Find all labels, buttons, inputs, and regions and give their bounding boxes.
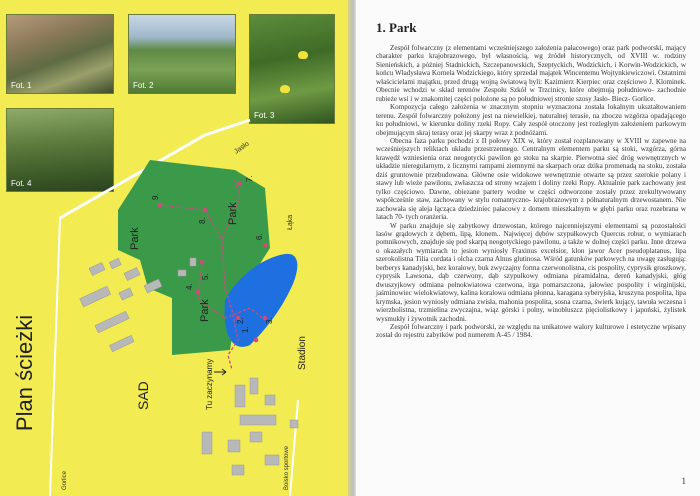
stop-label-9: 9. [151,193,160,200]
map-label-boisko: Boisko sportowe [284,445,290,490]
stop-point-9 [158,203,163,208]
stop-label-1: 1. [241,326,250,333]
stop-label-8: 8. [198,217,207,224]
map-title [2,250,48,496]
stop-point-4 [196,290,201,295]
section-body [376,44,686,340]
photo-caption: Fot. 1 [11,81,32,90]
photo-caption: Fot. 2 [133,81,154,90]
photo-caption: Fot. 3 [254,111,275,120]
road-boisko [290,400,298,496]
right-page [356,0,700,496]
stop-label-7: 7. [245,175,254,182]
stop-point-5 [200,260,205,265]
map-label-park-2: Park [227,202,239,225]
photo-caption: Fot. 4 [11,179,32,188]
stop-point-7 [238,182,243,187]
map-label-park-3: Park [199,299,211,322]
stop-label-6: 6. [255,233,264,240]
map-label-start: Tu zaczynamy [205,358,214,410]
map-title-text: Plan ścieżki [12,314,37,432]
stop-label-2: 2. [236,317,245,324]
paragraph: Obecna faza parku pochodzi z II połowy XIX w, który został rozplanowany w XVIII w zapewne na wcześniejszych reliktach układu przestrzennego. Centralnym elementem parku są stoki, wzgórza, górna krawędź wzniesienia oraz neogotycki pawilon go stoku na skarpie. Pierwotna sieć dróg wewnętrznych w układzie nieregularnym, z licznymi rampami ziemnymi na skarpach oraz dzika promenadą na stoku, została dziś gruntownie przebudowana. Główne osie widokowe wewnętrznie otwarte są przez szerokie polany i stawy lub wieże pawilonu, zwłaszcza od strony wzajem i doliny rzeki Ropy. Aktualnie park zachowany jest tylko częściowo. Dawne, obiezane partery wodne w części odtworzone zostały przez zrekultywowany współcześnie staw, zachowany w stylu romantyczno- krajobrazowym z półnaturalnym drzewostanem. Nie zachowała się aleja łącząca dziedziniec pałacowy z domem mieszkalnym w głębi parku oraz rozebrana w latach 70- tych oranżeria. [376,136,686,222]
map-label-gorlice: Gorlice [62,470,68,490]
stop-label-5: 5. [201,273,210,280]
paragraph: Zespół folwarczny (z elementami wcześniejszego założenia pałacowego) oraz park podworski, mający charakter parku krajobrazowego, był własnością, wg źródeł historycznych, od XVIII w. rodziny Sienieńskich, a później Stadnickich, Szczepanowskich, Szeptyckich, Wodzickich, i Korwin-Wodzickich, w końcu Władysława Kornela Wodzickiego, który sprzedał majątek Wincentemu Wojtynkiewiczowi. Ostatnimi właścicielami majątku, przed drugą wojną światową byli: Kazimierz Kierpiec oraz częściowo J. Klominek. Obecnie wchodzi w skład terenów Zespołu Szkół w Trzcinicy, które obejmują południowo- zachodnie rubieże wsi i w znakomitej części położone są po południowej stronie szosy Jasło- Biecz- Gorlice. [376,44,686,103]
page-number: 1 [681,476,686,486]
stop-label-4: 4. [185,283,194,290]
paragraph: Zespół folwarczny i park podworski, ze względu na unikatowe walory kulturowe i estetyczne wpisany został do rejestru zabytków pod numerem A-45 / 1984. [376,322,686,340]
stop-point-8 [203,208,208,213]
map-label-sad: SAD [135,381,151,410]
road-gorlice [50,218,60,496]
map-label-stadion: Stadion [297,336,308,370]
map-label-jaslo: Jasło [233,140,251,156]
paragraph: W parku znajduje się zabytkowy drzewostan, którego najcenniejszymi elementami są pozostałości lasów grądowych z dębem, lipą, klonem.. Najwięcej dębów szypułkowych Quercus robur, o wymiarach pomnikowych, znajduje się pod skarpą neogotyckiego pawilonu, a także w dolnej części parku. Inne drzewa o okazałych wymiarach to jesion wyniosły Fraxinus excelsior, klon jawor Acer pseudoplatanus, lipa szerokolistna Tilia cordata i olcha czarna Alnus glutinosa. Wśród gatunków parkowych na uwagę zasługują: berberys kanadyjski, bez koralowy, buk zwyczajny forma czerwonolistna, cis pospolity, cyprysik groszkowy, cyprysik Lawsona, dąb czerwony, dąb szypułkowy odmiana piramidalna, dereń kanadyjski, głóg dwuszyjkowy odmiana pełnokwiatowa czerwona, irga pomarszczona, jałowiec pospolity i wirginijski, jaśminowiec wielokwiatowy, kalina koralowa odmiana płonna, karagana syberyjska, kruszyna pospolita, lipa krymska, jesion wyniosły odmiana zwisła, mahonia pospolita, sosna czarna, świerk kujący, tawuła wczesna i wierzbolistna, trzmielina zwyczajna, wiąz górski i polny, winobluszcz pięciolistkowy i japoński, żylistek wysmukły i żywotnik zachodni. [376,221,686,323]
map-label-laka: Łąka [287,214,294,230]
stop-point-1 [254,338,259,343]
stop-label-3: 3. [265,317,274,324]
section-heading: 1. Park [376,20,417,35]
paragraph: Kompozycja całego założenia w znacznym stopniu wyznaczona została lokalnym ukształtowaniem terenu. Zespół folwarczny położony jest na niewielkiej, naturalnej terasie, na zboczu wzgórza opadającego ku południowi, w kierunku doliny rzeki Ropy. Cały zespół otoczony jest rozległym założeniem parkowym obejmującym skraj terasy oraz jej skarpy wraz z podnóżami. [376,103,686,137]
map-label-park-1: Park [129,227,141,250]
stop-point-6 [263,243,268,248]
